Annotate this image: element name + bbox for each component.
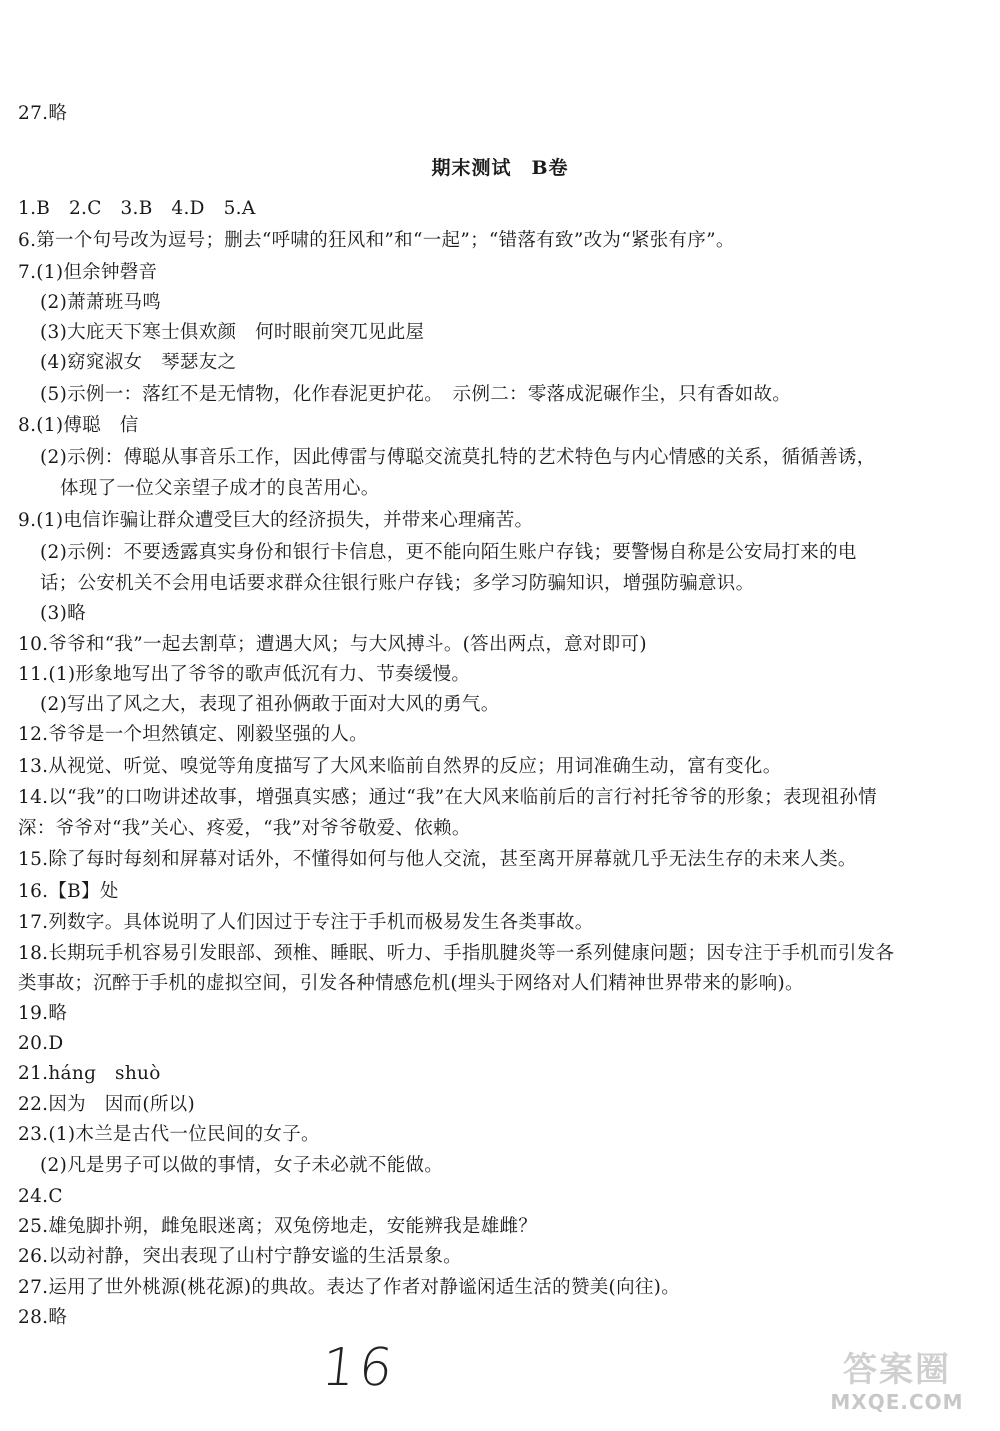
answer-line: 10.爷爷和“我”一起去割草；遭遇大风；与大风搏斗。(答出两点，意对即可) xyxy=(18,634,647,655)
answer-line: 6.第一个句号改为逗号；删去“呼啸的狂风和”和“一起”；“错落有致”改为“紧张有序”。 xyxy=(18,230,735,251)
answer-line: 话；公安机关不会用电话要求群众往银行账户存钱；多学习防骗知识，增强防骗意识。 xyxy=(40,573,755,594)
answer-line: 24.C xyxy=(18,1186,63,1207)
answer-line: 27.运用了世外桃源(桃花源)的典故。表达了作者对静谧闲适生活的赞美(向往)。 xyxy=(18,1277,680,1298)
answer-line: 20.D xyxy=(18,1033,64,1054)
watermark-logo xyxy=(812,1342,982,1420)
answer-line: 26.以动衬静，突出表现了山村宁静安谧的生活景象。 xyxy=(18,1246,462,1267)
answer-line: (5)示例一：落红不是无情物，化作春泥更护花。 示例二：零落成泥碾作尘，只有香如故。 xyxy=(40,384,792,405)
answer-line: 1.B 2.C 3.B 4.D 5.A xyxy=(18,198,256,219)
answer-line: (3)大庇天下寒士俱欢颜 何时眼前突兀见此屋 xyxy=(40,322,425,343)
answer-line: (2)写出了风之大，表现了祖孙俩敢于面对大风的勇气。 xyxy=(40,694,500,715)
answer-line: (3)略 xyxy=(40,603,86,624)
answer-line: 17.列数字。具体说明了人们因过于专注于手机而极易发生各类事故。 xyxy=(18,912,594,933)
answer-line: (2)示例：不要透露真实身份和银行卡信息，更不能向陌生账户存钱；要警惕自称是公安局打来的电 xyxy=(40,542,857,563)
answer-line: 类事故；沉醉于手机的虚拟空间，引发各种情感危机(埋头于网络对人们精神世界带来的影响)。 xyxy=(18,973,804,994)
answer-line: (2)凡是男子可以做的事情，女子未必就不能做。 xyxy=(40,1155,444,1176)
answer-line: 22.因为 因而(所以) xyxy=(18,1094,195,1115)
answer-line: 28.略 xyxy=(18,1307,68,1328)
answer-line: 15.除了每时每刻和屏幕对话外，不懂得如何与他人交流，甚至离开屏幕就几乎无法生存的未来人类。 xyxy=(18,849,857,870)
answer-line: 13.从视觉、听觉、嗅觉等角度描写了大风来临前自然界的反应；用词准确生动，富有变化。 xyxy=(18,756,782,777)
answer-line: 21.hánɡ shuò xyxy=(18,1063,161,1084)
page-number: 16 xyxy=(318,1338,400,1398)
answer-line: 23.(1)木兰是古代一位民间的女子。 xyxy=(18,1124,320,1145)
answer-line: (4)窈窕淑女 琴瑟友之 xyxy=(40,352,237,373)
answer-line: 11.(1)形象地写出了爷爷的歌声低沉有力、节奏缓慢。 xyxy=(18,664,471,685)
answer-line: (2)示例：傅聪从事音乐工作，因此傅雷与傅聪交流莫扎特的艺术特色与内心情感的关系，循循善诱， xyxy=(40,447,876,468)
answer-line: 18.长期玩手机容易引发眼部、颈椎、睡眠、听力、手指肌腱炎等一系列健康问题；因专注于手机而引发各 xyxy=(18,943,895,964)
section-title: 期末测试 B卷 xyxy=(431,157,569,179)
answer-line: 8.(1)傅聪 信 xyxy=(18,415,139,436)
answer-line: 19.略 xyxy=(18,1003,68,1024)
answer-line: 7.(1)但余钟磬音 xyxy=(18,262,158,283)
watermark-bottom: MXQE.COM xyxy=(830,1390,964,1414)
answer-line: 25.雄兔脚扑朔，雌兔眼迷离；双兔傍地走，安能辨我是雄雌？ xyxy=(18,1216,538,1237)
answer-line: 16.【B】处 xyxy=(18,881,119,902)
watermark-top: 答案圈 xyxy=(843,1350,951,1390)
answer-line: 体现了一位父亲望子成才的良苦用心。 xyxy=(60,478,380,499)
answer-line: 9.(1)电信诈骗让群众遭受巨大的经济损失，并带来心理痛苦。 xyxy=(18,510,534,531)
answer-line: 深：爷爷对“我”关心、疼爱，“我”对爷爷敬爱、依赖。 xyxy=(18,818,471,839)
answer-line: (2)萧萧班马鸣 xyxy=(40,292,162,313)
answer-line: 14.以“我”的口吻讲述故事，增强真实感；通过“我”在大风来临前后的言行衬托爷爷的形象；表现祖孙情 xyxy=(18,787,877,808)
item-27-prev: 27.略 xyxy=(18,103,68,124)
answer-line: 12.爷爷是一个坦然镇定、刚毅坚强的人。 xyxy=(18,724,368,745)
